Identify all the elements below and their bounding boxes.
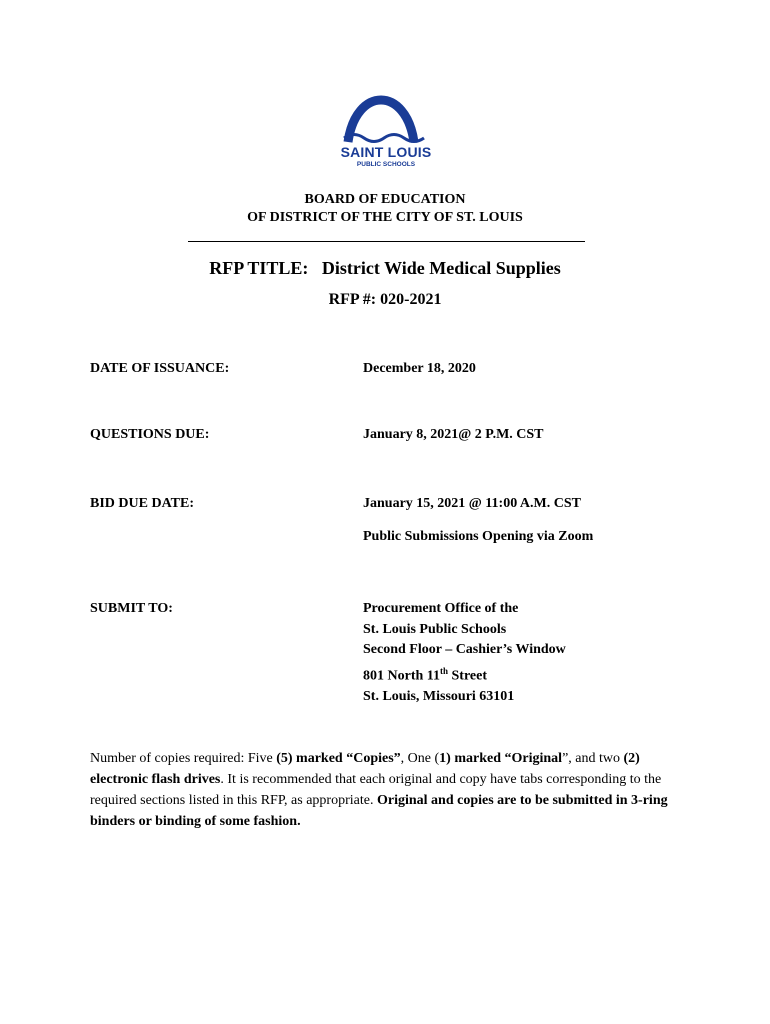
rfp-number: RFP #: 020-2021 (328, 291, 442, 308)
header-divider (188, 241, 585, 242)
issuance-value: December 18, 2020 (363, 361, 476, 376)
rfp-title (0, 258, 770, 279)
questions-label: QUESTIONS DUE: (90, 427, 210, 442)
logo-wordmark: SAINT LOUIS (340, 144, 432, 160)
rfp-title-value: District Wide Medical Supplies (321, 258, 561, 278)
address-line1: Procurement Office of the (363, 601, 519, 616)
bid-due-label: BID DUE DATE: (90, 496, 194, 511)
address-line4: 801 North 11th Street (363, 665, 488, 684)
address-line3: Second Floor – Cashier’s Window (363, 642, 566, 657)
address-line5: St. Louis, Missouri 63101 (363, 688, 515, 704)
submit-to-label: SUBMIT TO: (90, 601, 173, 616)
submit-address (363, 599, 566, 707)
saint-louis-public-schools-logo (330, 92, 442, 172)
address-line2: St. Louis Public Schools (363, 621, 507, 637)
logo-subtitle: PUBLIC SCHOOLS (356, 161, 416, 168)
copies-instructions: Number of copies required: Five (5) marked “Copies”, One (1) marked “Original”, and two (2) electronic flash drives. It is recommended that each original and copy have tabs corresponding to the required sections listed in this RFP, as appropriate. Original and copies are to be submitted in 3-ring binders or binding of some fashion. (90, 751, 668, 829)
bid-due-value: January 15, 2021 @ 11:00 A.M. CST (363, 496, 581, 511)
bid-opening-note: Public Submissions Opening via Zoom (363, 529, 594, 544)
board-heading-line1: BOARD OF EDUCATION (304, 192, 466, 207)
board-heading-line2: OF DISTRICT OF THE CITY OF ST. LOUIS (247, 210, 523, 225)
issuance-label: DATE OF ISSUANCE: (90, 361, 230, 376)
rfp-title-label: RFP TITLE: (209, 258, 309, 278)
questions-value: January 8, 2021@ 2 P.M. CST (363, 427, 544, 442)
gateway-arch-icon (330, 92, 442, 172)
